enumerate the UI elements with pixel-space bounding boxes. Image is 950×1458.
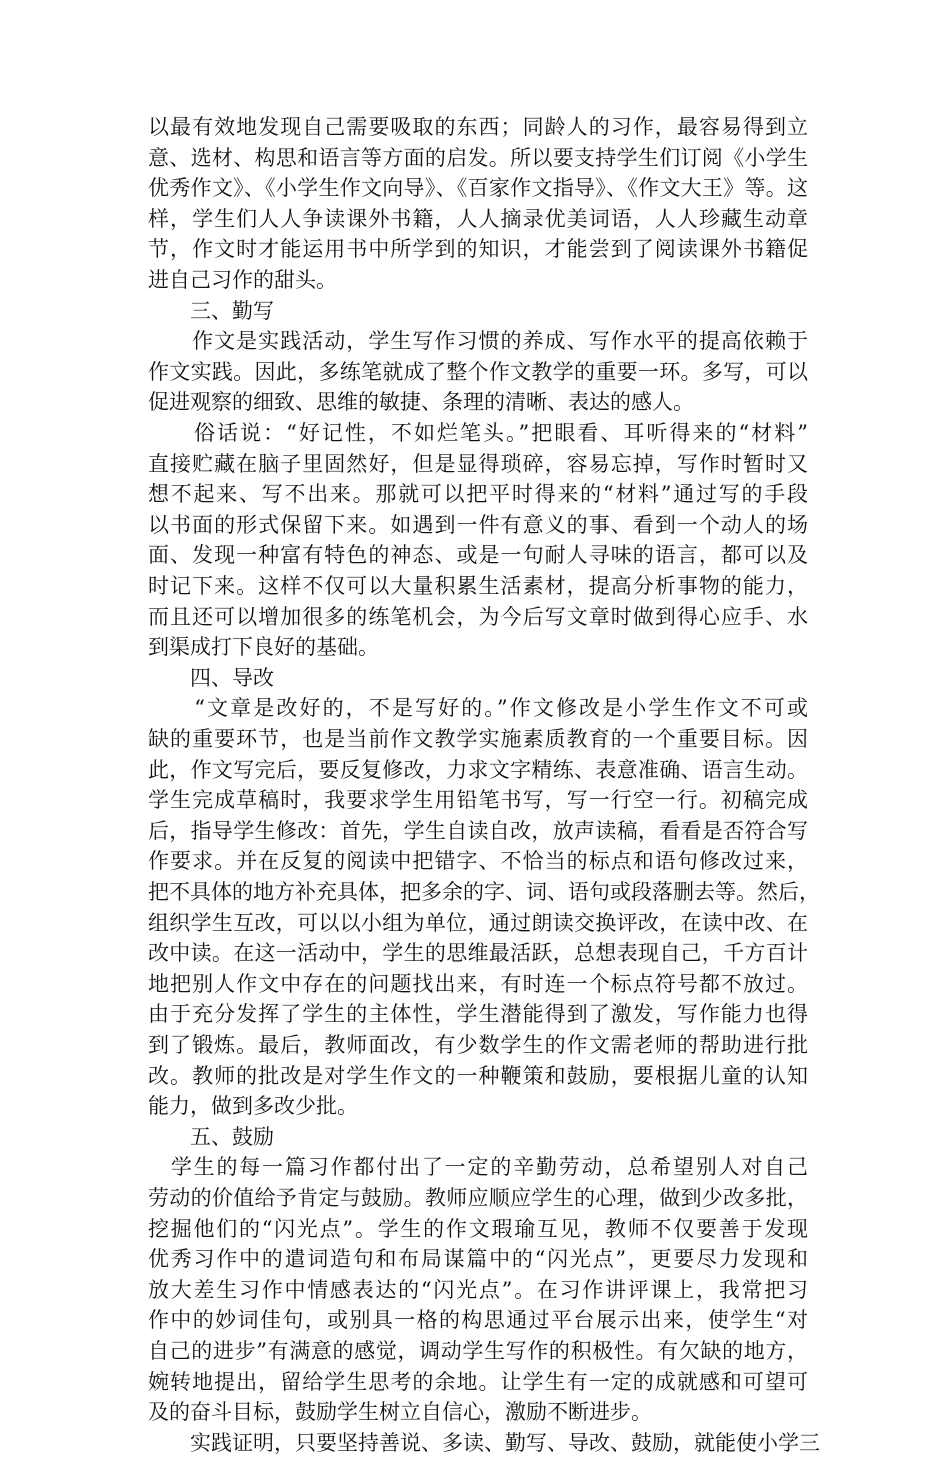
text-line: 节，作文时才能运用书中所学到的知识，才能尝到了阅读课外书籍促 [148,237,808,262]
text-line: 作文实践。因此，多练笔就成了整个作文教学的重要一环。多写，可以 [148,359,808,384]
text-line: 以最有效地发现自己需要吸取的东西；同龄人的习作，最容易得到立 [148,115,808,139]
text-line: 缺的重要环节，也是当前作文教学实施素质教育的一个重要目标。因 [148,727,808,751]
text-line: 俗话说：“好记性，不如烂笔头。”把眼看、耳听得来的“材料” [148,421,808,445]
text-line: 到渠成打下良好的基础。 [148,635,379,660]
text-line: 作要求。并在反复的阅读中把错字、不恰当的标点和语句修改过来， [148,849,808,874]
text-line: 到了锻炼。最后，教师面改，有少数学生的作文需老师的帮助进行批 [148,1033,808,1057]
text-line: 作中的妙词佳句，或别具一格的构思通过平台展示出来，使学生“对 [148,1308,808,1333]
text-line: 而且还可以增加很多的练笔机会，为今后写文章时做到得心应手、水 [148,604,808,629]
text-line: 五、鼓励 [148,1124,274,1149]
text-line: 把不具体的地方补充具体，把多余的字、词、语句或段落删去等。然后， [148,880,820,904]
text-line: 优秀作文》、《小学生作文向导》、《百家作文指导》、《作文大王》等。这 [148,176,808,201]
text-line: “文章是改好的，不是写好的。”作文修改是小学生作文不可或 [148,696,808,721]
text-line: 三、勤写 [148,298,274,323]
text-line: 促进观察的细致、思维的敏捷、条理的清晰、表达的感人。 [148,390,694,415]
text-line: 样，学生们人人争读课外书籍，人人摘录优美词语，人人珍藏生动章 [148,206,808,231]
text-line: 后，指导学生修改：首先，学生自读自改，放声读稿，看看是否符合写 [148,818,808,843]
text-line: 改中读。在这一活动中，学生的思维最活跃，总想表现自己，千方百计 [148,941,808,966]
text-line: 进自己习作的甜头。 [148,268,337,292]
text-line: 想不起来、写不出来。那就可以把平时得来的“材料”通过写的手段 [148,482,808,507]
text-line: 此，作文写完后，要反复修改，力求文字精练、表意准确、语言生动。 [148,757,808,782]
text-line: 劳动的价值给予肯定与鼓励。教师应顺应学生的心理，做到少改多批， [148,1186,808,1210]
text-line: 意、选材、构思和语言等方面的启发。所以要支持学生们订阅《小学生 [148,145,808,170]
text-line: 以书面的形式保留下来。如遇到一件有意义的事、看到一个动人的场 [148,512,808,537]
text-line: 及的奋斗目标，鼓励学生树立自信心，激励不断进步。 [148,1400,652,1425]
text-line: 改。教师的批改是对学生作文的一种鞭策和鼓励，要根据儿童的认知 [148,1063,808,1088]
text-line: 能力，做到多改少批。 [148,1094,358,1119]
text-line: 优秀习作中的遣词造句和布局谋篇中的“闪光点”，更要尽力发现和 [148,1247,808,1272]
text-line: 时记下来。这样不仅可以大量积累生活素材，提高分析事物的能力， [148,574,808,598]
text-line: 自己的进步”有满意的感觉，调动学生写作的积极性。有欠缺的地方， [148,1339,808,1363]
text-line: 面、发现一种富有特色的神态、或是一句耐人寻味的语言，都可以及 [148,543,808,568]
text-line: 直接贮藏在脑子里固然好，但是显得琐碎，容易忘掉，写作时暂时又 [148,451,808,476]
text-line: 实践证明，只要坚持善说、多读、勤写、导改、鼓励，就能使小学三 [148,1430,820,1455]
text-line: 地把别人作文中存在的问题找出来，有时连一个标点符号都不放过。 [148,971,808,996]
text-line: 婉转地提出，留给学生思考的余地。让学生有一定的成就感和可望可 [148,1369,808,1394]
text-line: 组织学生互改，可以以小组为单位，通过朗读交换评改，在读中改、在 [148,910,808,935]
text-line: 作文是实践活动，学生写作习惯的养成、写作水平的提高依赖于 [148,329,808,354]
text-line: 放大差生习作中情感表达的“闪光点”。在习作讲评课上，我常把习 [148,1277,808,1302]
text-line: 挖掘他们的“闪光点”。学生的作文瑕瑜互见，教师不仅要善于发现 [148,1216,808,1241]
text-line: 学生完成草稿时，我要求学生用铅笔书写，写一行空一行。初稿完成 [148,788,808,813]
text-line: 由于充分发挥了学生的主体性，学生潜能得到了激发，写作能力也得 [148,1002,808,1027]
text-line: 学生的每一篇习作都付出了一定的辛勤劳动，总希望别人对自己 [148,1155,808,1180]
text-line: 四、导改 [148,665,274,690]
